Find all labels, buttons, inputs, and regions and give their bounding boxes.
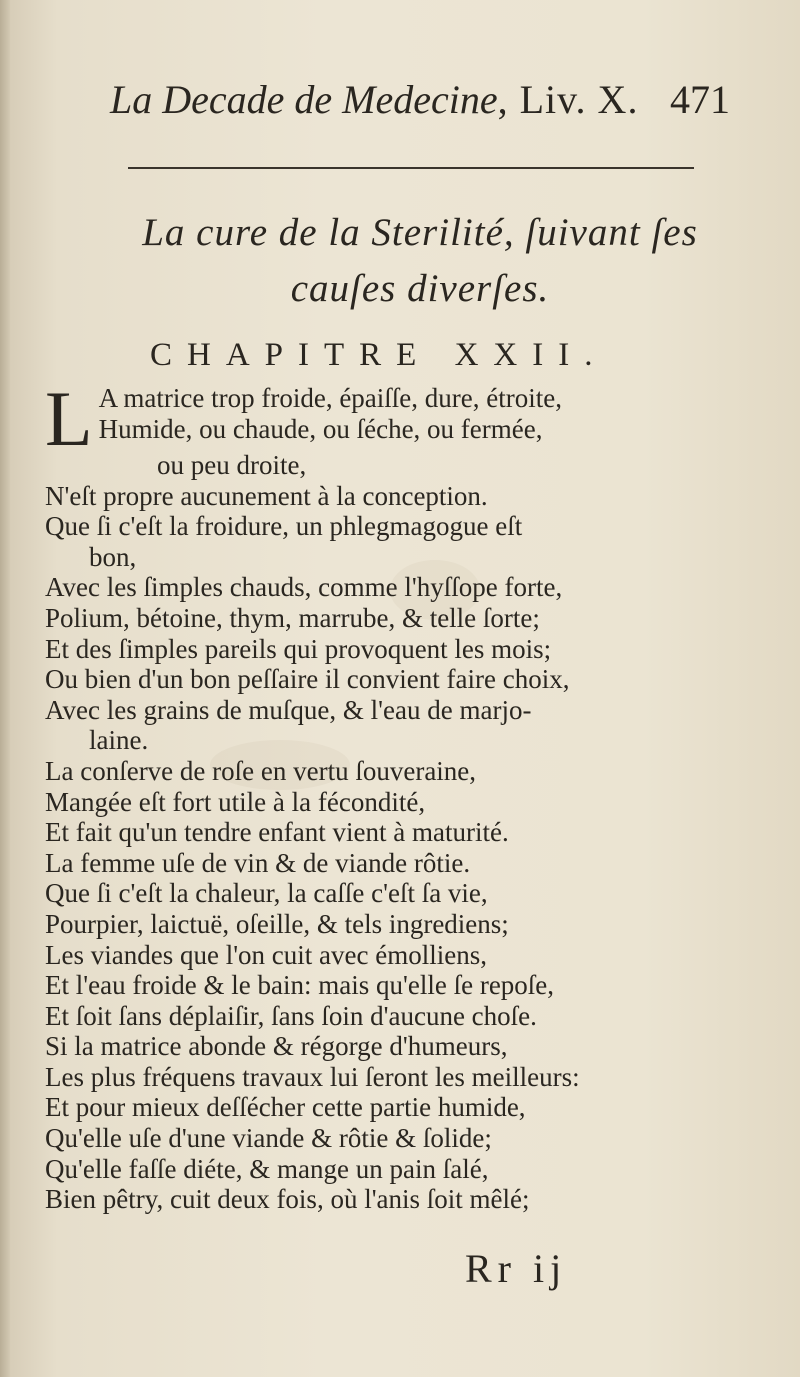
poem-line: Si la matrice abonde & régorge d'humeurs, [45,1031,508,1062]
header-rule [128,167,694,169]
poem-line: Et des ſimples pareils qui provoquent les mois; [45,633,552,664]
poem-line: La femme uſe de vin & de viande rôtie. [45,847,471,878]
signature-mark: Rr ij [465,1246,568,1291]
poem-line: N'eſt propre aucunement à la conception. [45,480,488,511]
poem-line: Qu'elle uſe d'une viande & rôtie & ſolide; [45,1123,492,1154]
poem-line: A matrice trop froide, épaiſſe, dure, étroite, [98,383,562,413]
poem-line: Et ſoit ſans déplaiſir, ſans ſoin d'aucune choſe. [45,1000,537,1031]
poem-line: Que ſi c'eſt la froidure, un phlegmagogue eſt [45,511,523,542]
poem-line: La conſerve de roſe en vertu ſouveraine, [45,755,477,786]
poem-line: Et fait qu'un tendre enfant vient à maturité. [45,817,509,848]
book-page [10,0,800,1377]
poem-line: Polium, bétoine, thym, marrube, & telle ſorte; [45,602,540,633]
poem-line: Et l'eau froide & le bain: mais qu'elle ſe repoſe, [45,970,555,1001]
poem-line: Avec les grains de muſque, & l'eau de marjo- [45,694,532,725]
poem-line: Les viandes que l'on cuit avec émolliens, [45,939,487,970]
poem-line: Qu'elle faſſe diéte, & mange un pain ſalé, [45,1153,489,1184]
poem-line: Avec les ſimples chauds, comme l'hyſſope forte, [45,572,563,603]
book-gutter [0,0,10,1377]
poem-line: Les plus fréquens travaux lui ſeront les meilleurs: [45,1061,580,1092]
poem-line-continuation: laine. [89,725,149,756]
chapter-title-line-1: La cure de la Sterilité, ſuivant ſes [142,211,698,254]
poem-line: Pourpier, laictuë, oſeille, & tels ingrediens; [45,908,509,939]
poem-line: Bien pêtry, cuit deux fois, où l'anis ſoit mêlé; [45,1184,530,1215]
drop-cap: L [45,375,93,462]
page-number: 471 [670,77,730,122]
poem-line: Et pour mieux deſſécher cette partie humide, [45,1092,526,1123]
poem-line: Humide, ou chaude, ou ſéche, ou fermée, [98,413,543,444]
running-head-book: , Liv. X. [497,77,639,122]
poem-line: Mangée eſt fort utile à la fécondité, [45,786,426,817]
poem-line: Que ſi c'eſt la chaleur, la caſſe c'eſt ſa vie, [45,878,488,909]
chapter-heading: CHAPITRE XXII. [150,337,608,373]
poem-body [45,375,725,1215]
poem-line-continuation: ou peu droite, [157,450,307,480]
poem-line-continuation: bon, [89,541,137,572]
running-head-title: La Decade de Medecine [110,77,498,122]
chapter-title-line-2: cauſes diverſes. [290,267,550,310]
poem-line: Ou bien d'un bon peſſaire il convient faire choix, [45,664,570,695]
running-head [110,70,730,130]
chapter-title [70,205,770,317]
